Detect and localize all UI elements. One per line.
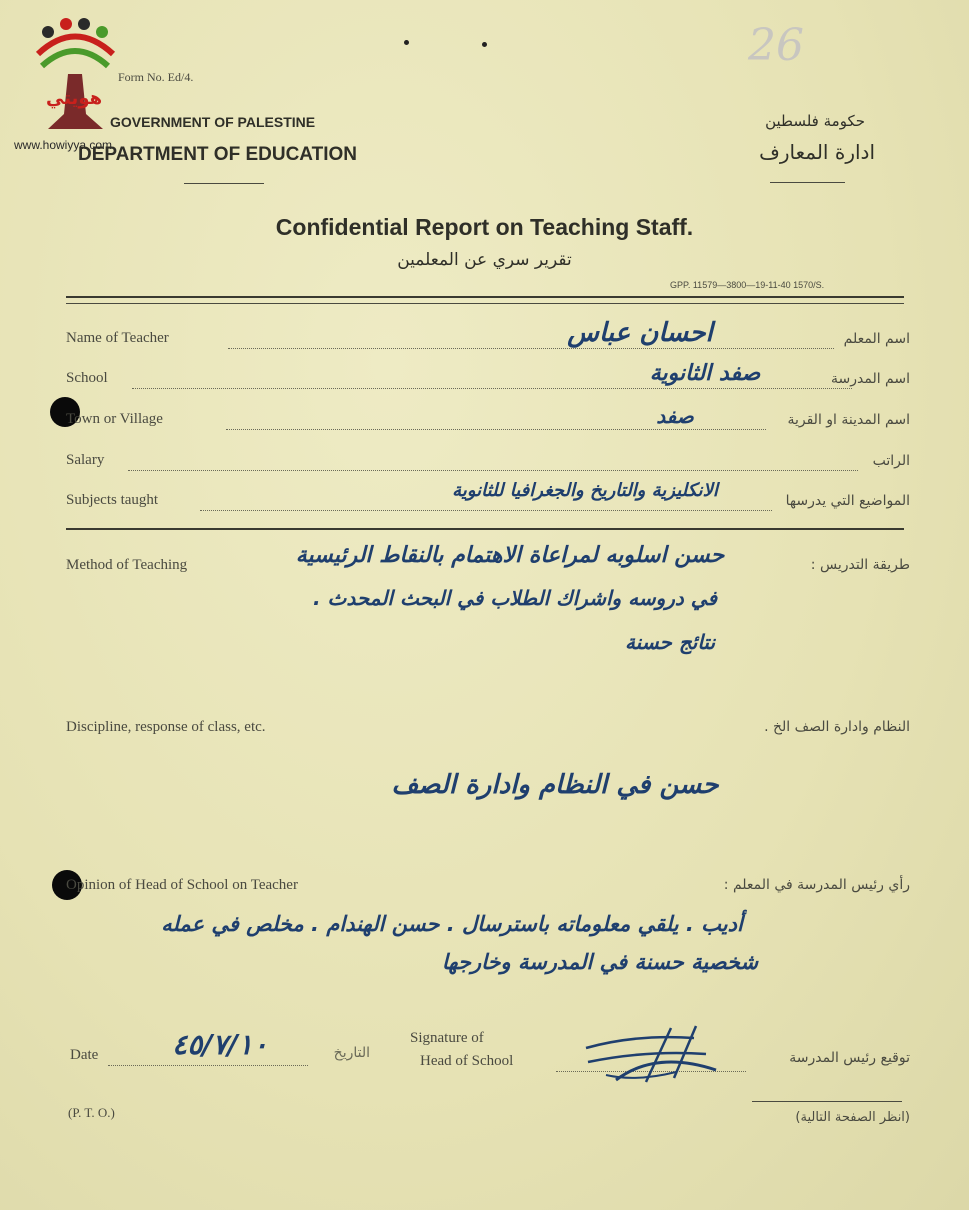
- dotted-line: [128, 470, 858, 471]
- header-rule-left: [184, 183, 264, 184]
- town-label: Town or Village: [66, 411, 163, 427]
- logo-wordmark: هويتي: [46, 88, 103, 109]
- salary-label-arabic: الراتب: [872, 453, 910, 469]
- date-value: ٤٥/٧/١٠: [172, 1028, 268, 1061]
- title-rule-thin: [66, 303, 904, 304]
- howiyya-logo: [28, 14, 123, 136]
- ink-speck: [482, 42, 487, 47]
- subjects-label: Subjects taught: [66, 492, 159, 508]
- salary-label: Salary: [66, 452, 105, 468]
- pto-arabic: (انظر الصفحة التالية): [795, 1110, 910, 1125]
- pto-english: (P. T. O.): [68, 1105, 115, 1120]
- discipline-value: حسن في النظام وادارة الصف: [391, 770, 719, 800]
- opinion-label: Opinion of Head of School on Teacher: [66, 877, 298, 893]
- town-label-arabic: اسم المدينة او القرية: [787, 412, 910, 428]
- ink-speck: [404, 40, 409, 45]
- date-label-arabic: التاريخ: [333, 1045, 370, 1061]
- signature-label-line-2: Head of School: [420, 1053, 514, 1069]
- subjects-value: الانكليزية والتاريخ والجغرافيا للثانوية: [452, 480, 718, 501]
- signature-scrawl: [576, 1020, 736, 1090]
- signature-label-arabic: توقيع رئيس المدرسة: [789, 1050, 910, 1066]
- dotted-line: [108, 1065, 308, 1066]
- method-line-1: حسن اسلوبه لمراعاة الاهتمام بالنقاط الرئيسية: [295, 543, 725, 568]
- watermark-url: www.howiyya.com: [14, 138, 113, 152]
- dotted-line: [226, 429, 766, 430]
- dotted-line: [132, 388, 852, 389]
- teacher-name-value: احسان عباس: [567, 318, 713, 348]
- title-rule-thick: [66, 296, 904, 298]
- report-title-arabic: تقرير سري عن المعلمين: [397, 250, 572, 270]
- method-label-arabic: طريقة التدريس :: [810, 557, 910, 573]
- school-label: School: [66, 370, 108, 386]
- method-label: Method of Teaching: [66, 557, 188, 573]
- discipline-label: Discipline, response of class, etc.: [66, 719, 266, 735]
- print-code: GPP. 11579—3800—19-11-40 1570/S.: [670, 280, 825, 290]
- opinion-line-2: شخصية حسنة في المدرسة وخارجها: [441, 950, 759, 974]
- government-english: GOVERNMENT OF PALESTINE: [110, 114, 316, 130]
- department-english: DEPARTMENT OF EDUCATION: [78, 144, 358, 165]
- government-arabic: حكومة فلسطين: [765, 112, 865, 130]
- report-title-english: Confidential Report on Teaching Staff.: [275, 214, 694, 240]
- dotted-line: [228, 348, 834, 349]
- footer-rule: [752, 1101, 902, 1102]
- teacher-name-label: Name of Teacher: [66, 330, 169, 346]
- discipline-label-arabic: النظام وادارة الصف الخ .: [764, 719, 910, 735]
- header-rule-right: [770, 182, 845, 183]
- section-rule: [66, 528, 904, 530]
- opinion-label-arabic: رأي رئيس المدرسة في المعلم :: [723, 877, 910, 893]
- page-number: 26: [748, 20, 804, 71]
- dotted-line: [200, 510, 772, 511]
- town-value: صفد: [656, 404, 694, 428]
- teacher-name-label-arabic: اسم المعلم: [843, 331, 910, 347]
- opinion-line-1: أديب . يلقي معلوماته باسترسال . حسن الهندام . مخلص في عمله: [161, 912, 743, 936]
- department-arabic: ادارة المعارف: [759, 140, 875, 164]
- method-line-3: نتائج حسنة: [624, 630, 716, 654]
- form-number: Form No. Ed/4.: [118, 70, 194, 84]
- date-label: Date: [70, 1047, 99, 1063]
- signature-label-line-1: Signature of: [410, 1030, 484, 1046]
- school-label-arabic: اسم المدرسة: [831, 371, 910, 387]
- school-value: صفد الثانوية: [649, 361, 761, 386]
- subjects-label-arabic: المواضيع التي يدرسها: [785, 493, 910, 509]
- method-line-2: في دروسه واشراك الطلاب في البحث المحدث .: [312, 586, 718, 610]
